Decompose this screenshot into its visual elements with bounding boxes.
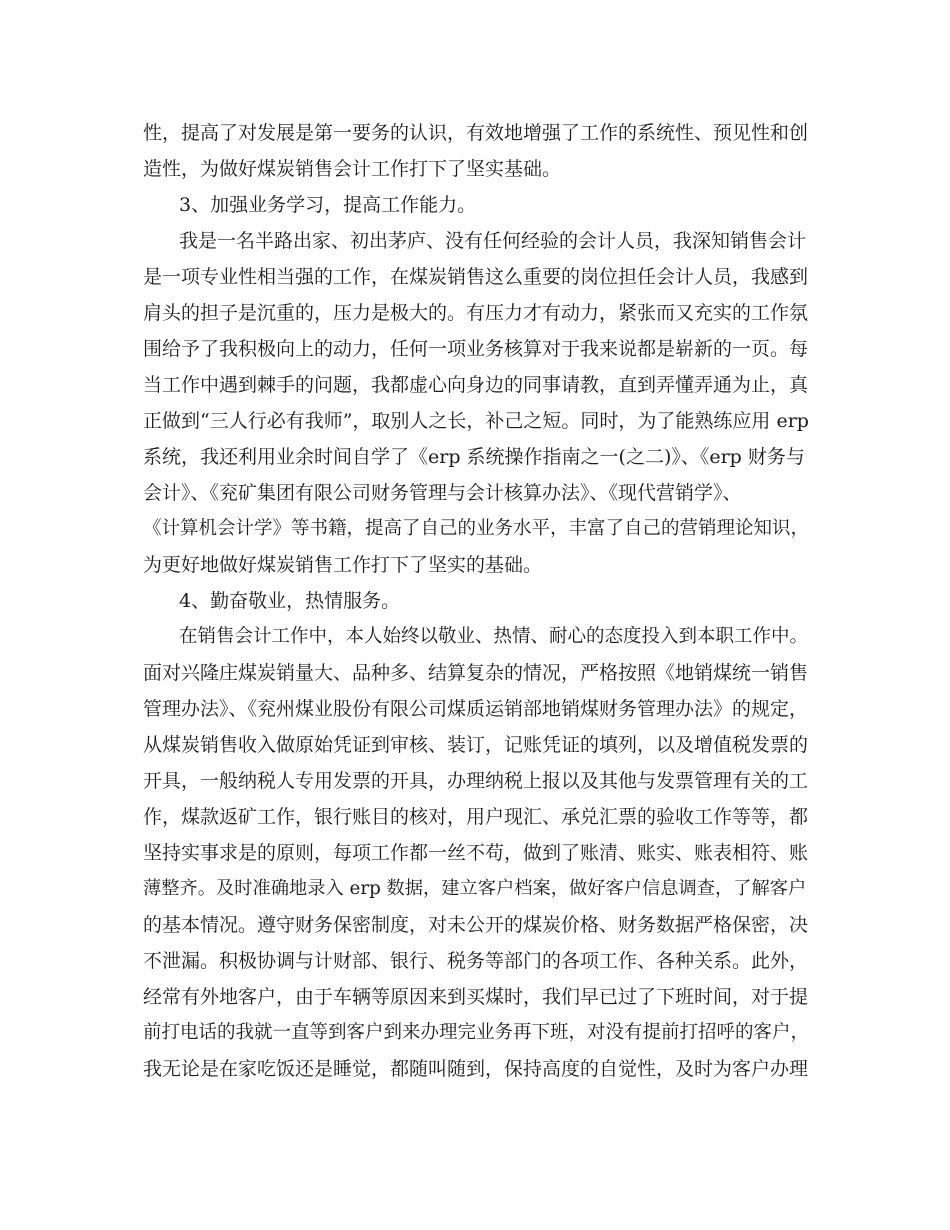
text-line: 薄整齐。及时准确地录入 erp 数据，建立客户档案，做好客户信息调查，了解客户 [143,878,807,899]
text-line: 我无论是在家吃饭还是睡觉，都随叫随到，保持高度的自觉性，及时为客户办理 [143,1058,809,1080]
text-line: 为更好地做好煤炭销售工作打下了坚实的基础。 [143,554,543,576]
text-line: 肩头的担子是沉重的，压力是极大的。有压力才有动力，紧张而又充实的工作氛 [143,302,809,324]
text-line: 坚持实事求是的原则，每项工作都一丝不苟，做到了账清、账实、账表相符、账 [143,842,809,864]
text-line: 是一项专业性相当强的工作，在煤炭销售这么重要的岗位担任会计人员，我感到 [143,266,809,288]
text-line: 《计算机会计学》等书籍，提高了自己的业务水平，丰富了自己的营销理论知识， [143,518,810,539]
text-line: 作，煤款返矿工作，银行账目的核对，用户现汇、承兑汇票的验收工作等等，都 [143,806,809,828]
text-line: 不泄漏。积极协调与计财部、银行、税务等部门的各项工作、各种关系。此外， [143,950,809,972]
text-line: 我是一名半路出家、初出茅庐、没有任何经验的会计人员，我深知销售会计 [179,230,807,252]
text-line: 开具，一般纳税人专用发票的开具，办理纳税上报以及其他与发票管理有关的工 [143,770,809,792]
text-line: 面对兴隆庄煤炭销量大、品种多、结算复杂的情况，严格按照《地销煤统一销售 [143,662,809,684]
text-line: 正做到“三人行必有我师”，取别人之长，补己之短。同时，为了能熟练应用 erp [143,410,809,432]
text-line: 当工作中遇到棘手的问题，我都虚心向身边的同事请教，直到弄懂弄通为止，真 [143,374,809,396]
text-line: 前打电话的我就一直等到客户到来办理完业务再下班，对没有提前打招呼的客户， [143,1022,810,1043]
text-line: 围给予了我积极向上的动力，任何一项业务核算对于我来说都是崭新的一页。每 [143,338,809,360]
text-line: 系统，我还利用业余时间自学了《erp 系统操作指南之一(之二)》、《erp 财务与 [143,446,805,468]
text-line: 从煤炭销售收入做原始凭证到审核、装订，记账凭证的填列，以及增值税发票的 [143,734,809,756]
section-heading: 4、勤奋敬业，热情服务。 [179,590,401,612]
text-line: 经常有外地客户，由于车辆等原因来到买煤时，我们早已过了下班时间，对于提 [143,986,809,1008]
section-heading: 3、加强业务学习，提高工作能力。 [179,194,477,216]
text-line: 性，提高了对发展是第一要务的认识，有效地增强了工作的系统性、预见性和创 [143,122,809,144]
text-line: 管理办法》、《兖州煤业股份有限公司煤质运销部地销煤财务管理办法》的规定， [143,698,809,720]
text-line: 的基本情况。遵守财务保密制度，对未公开的煤炭价格、财务数据严格保密，决 [143,914,809,936]
text-line: 造性，为做好煤炭销售会计工作打下了坚实基础。 [143,158,562,180]
text-line: 会计》、《兖矿集团有限公司财务管理与会计核算办法》、《现代营销学》、 [143,482,742,504]
text-line: 在销售会计工作中，本人始终以敬业、热情、耐心的态度投入到本职工作中。 [179,626,809,647]
